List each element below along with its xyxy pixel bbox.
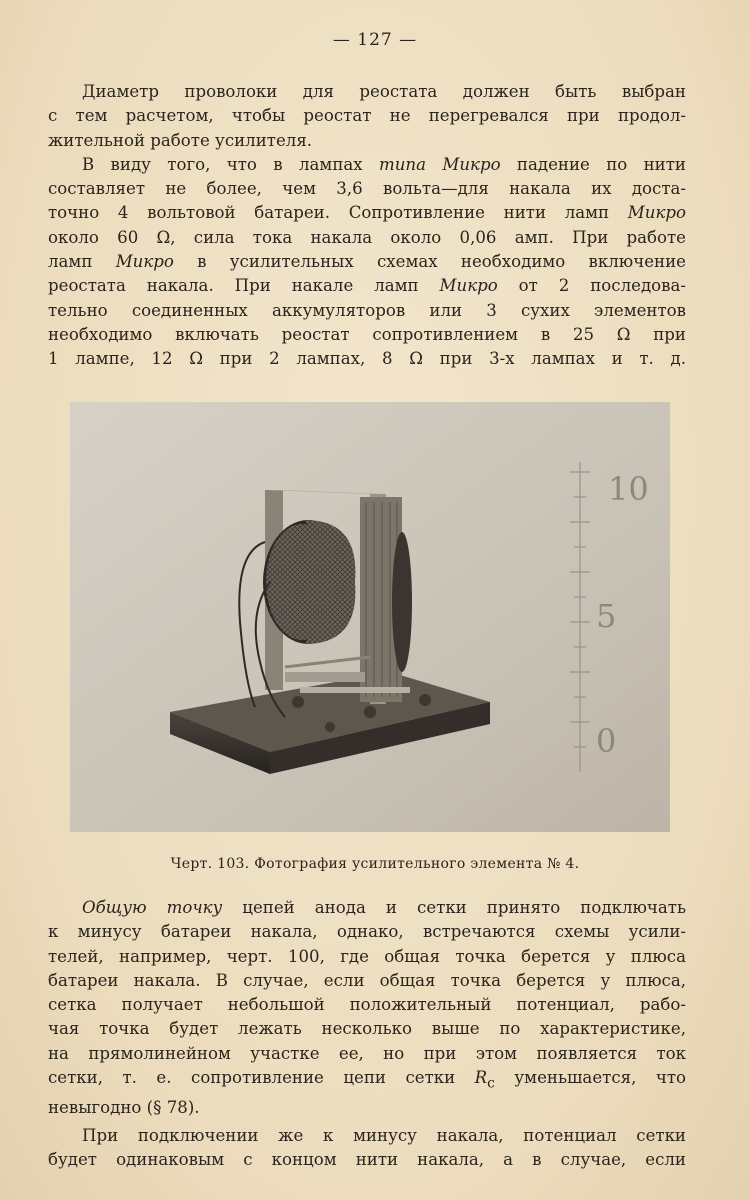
text-line: сетки, т. е. сопротивление цепи сетки $R_c$ уменьшается, что (48, 1068, 686, 1092)
paragraph-3 (48, 896, 686, 1120)
text-line: телей, например, черт. 100, где общая точка берется у плюса (48, 946, 686, 966)
amplifier-element-photo (70, 402, 670, 832)
text-line: около 60 Ω, сила тока накала около 0,06 амп. При работе (48, 227, 686, 247)
text-line: на прямолинейном участке ее, но при этом появляется ток (48, 1043, 686, 1063)
scale-label: 10 (608, 470, 649, 508)
text-line: В виду того, что в лампах типа Микро падение по нити (82, 154, 686, 174)
scale-label: 0 (596, 722, 617, 760)
text-block-bottom (48, 896, 686, 1173)
paragraph-1 (48, 80, 686, 153)
text-line: невыгодно (§ 78). (48, 1097, 200, 1117)
text-line: жительной работе усилителя. (48, 130, 313, 150)
figure-caption: Черт. 103. Фотография усилительного элемента № 4. (170, 856, 580, 872)
paragraph-4 (48, 1124, 686, 1173)
text-line: сетка получает небольшой положительный потенциал, рабо- (48, 995, 686, 1015)
text-line: реостата накала. При накале ламп Микро от 2 последова- (48, 276, 686, 296)
text-line: тельно соединенных аккумуляторов или 3 сухих элементов (48, 300, 686, 320)
scale-label: 5 (596, 597, 617, 635)
text-line: с тем расчетом, чтобы реостат не перегревался при продол- (48, 106, 686, 126)
text-line: При подключении же к минусу накала, потенциал сетки (82, 1125, 686, 1145)
text-line: составляет не более, чем 3,6 вольта—для накала их доста- (48, 179, 686, 199)
text-block-top (48, 80, 686, 372)
text-line: Общую точку цепей анода и сетки принято подключать (82, 898, 687, 917)
page-number: — 127 — (332, 30, 418, 50)
text-line: 1 лампе, 12 Ω при 2 лампах, 8 Ω при 3-х лампах и т. д. (48, 349, 686, 369)
paragraph-2 (48, 153, 686, 372)
text-line: Диаметр проволоки для реостата должен быть выбран (82, 82, 686, 101)
text-line: будет одинаковым с концом нити накала, а в случае, если (48, 1150, 686, 1170)
text-line: чая точка будет лежать несколько выше по характеристике, (48, 1019, 686, 1039)
text-line: батареи накала. В случае, если общая точка берется у плюса, (48, 970, 686, 990)
text-line: точно 4 вольтовой батареи. Сопротивление нити ламп Микро (48, 203, 686, 223)
figure-photo (70, 402, 670, 832)
text-line: к минусу батареи накала, однако, встречаются схемы усили- (48, 922, 686, 942)
text-line: ламп Микро в усилительных схемах необходимо включение (48, 252, 686, 272)
text-line: необходимо включать реостат сопротивлением в 25 Ω при (48, 324, 686, 344)
